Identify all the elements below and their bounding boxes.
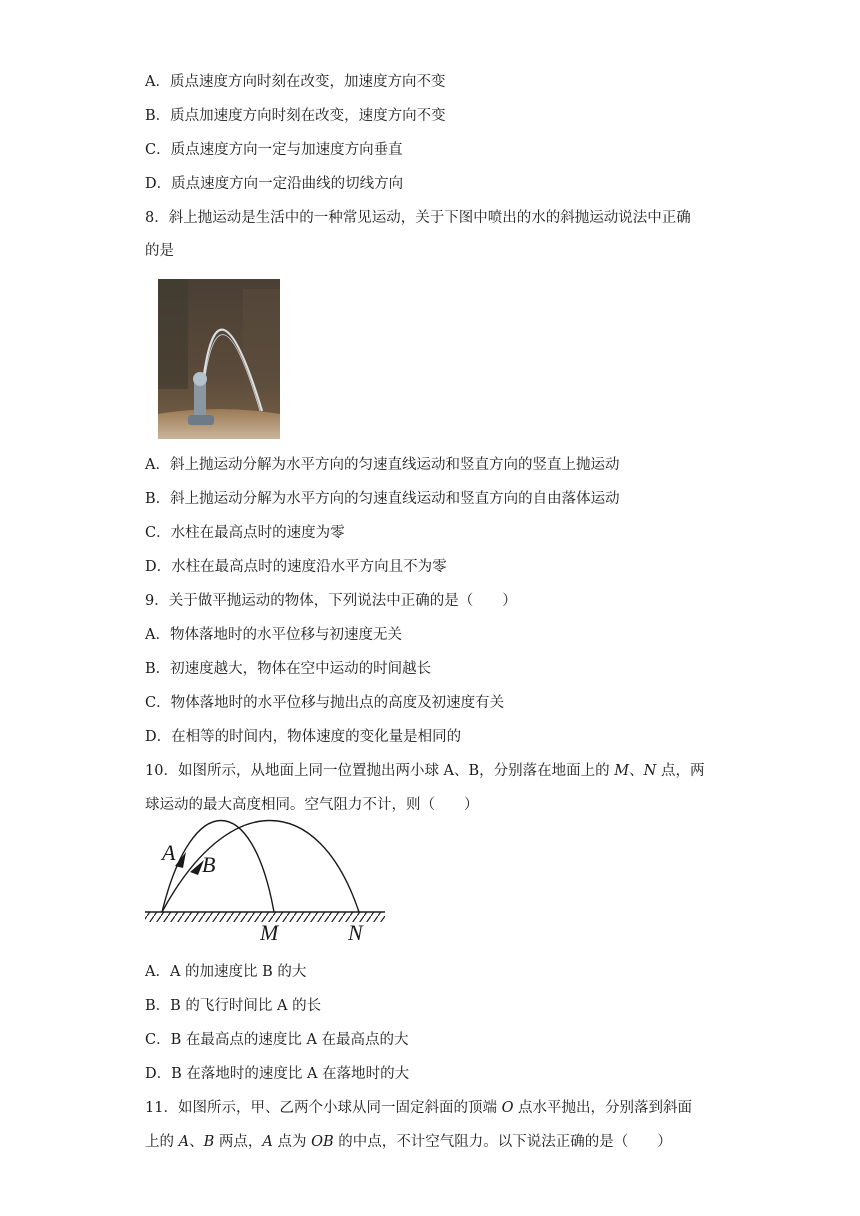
arrow-a-icon xyxy=(175,852,186,868)
q10-option-a: A．A 的加速度比 B 的大 xyxy=(145,964,307,980)
q9-option-d: D．在相等的时间内，物体速度的变化量是相同的 xyxy=(145,729,462,745)
q8-option-b: B．斜上抛运动分解为水平方向的匀速直线运动和竖直方向的自由落体运动 xyxy=(145,491,620,507)
q10-option-d: D．B 在落地时的速度比 A 在落地时的大 xyxy=(145,1066,410,1082)
q10-stem-line2: 球运动的最大高度相同。空气阻力不计，则（ ） xyxy=(145,797,479,813)
q8-option-c: C．水柱在最高点时的速度为零 xyxy=(145,525,345,541)
q11-stem-line2: 上的 A、B 两点，A 点为 OB 的中点，不计空气阻力。以下说法正确的是（ ） xyxy=(145,1134,672,1150)
label-n: N xyxy=(348,920,363,945)
q7-option-b: B．质点加速度方向时刻在改变，速度方向不变 xyxy=(145,108,446,124)
q11-stem-line1: 11．如图所示，甲、乙两个小球从同一固定斜面的顶端 O 点水平抛出，分别落到斜面 xyxy=(145,1100,693,1116)
q8-stem-line1: 8．斜上抛运动是生活中的一种常见运动，关于下图中喷出的水的斜抛运动说法中正确 xyxy=(145,210,691,226)
q8-option-a: A．斜上抛运动分解为水平方向的匀速直线运动和竖直方向的竖直上抛运动 xyxy=(145,457,620,473)
q9-option-b: B．初速度越大，物体在空中运动的时间越长 xyxy=(145,661,432,677)
q10-option-c: C．B 在最高点的速度比 A 在最高点的大 xyxy=(145,1032,409,1048)
fountain-photo xyxy=(158,279,280,439)
q9-stem: 9．关于做平抛运动的物体，下列说法中正确的是（ ） xyxy=(145,593,517,609)
label-b: B xyxy=(202,852,216,877)
trajectory-b xyxy=(162,821,359,913)
q9-option-c: C．物体落地时的水平位移与抛出点的高度及初速度有关 xyxy=(145,695,505,711)
q7-option-d: D．质点速度方向一定沿曲线的切线方向 xyxy=(145,176,404,192)
q9-option-a: A．物体落地时的水平位移与初速度无关 xyxy=(145,627,402,643)
q8-stem-line2: 的是 xyxy=(145,243,174,259)
q8-option-d: D．水柱在最高点时的速度沿水平方向且不为零 xyxy=(145,559,447,575)
projectile-arc-diagram xyxy=(140,816,390,946)
q7-option-a: A．质点速度方向时刻在改变，加速度方向不变 xyxy=(145,74,446,90)
label-m: M xyxy=(260,920,279,945)
q10-option-b: B．B 的飞行时间比 A 的长 xyxy=(145,998,322,1014)
label-a: A xyxy=(162,840,176,865)
q7-option-c: C．质点速度方向一定与加速度方向垂直 xyxy=(145,142,403,158)
q10-stem-line1: 10．如图所示，从地面上同一位置抛出两小球 A、B，分别落在地面上的 M、N 点，两 xyxy=(145,763,705,779)
